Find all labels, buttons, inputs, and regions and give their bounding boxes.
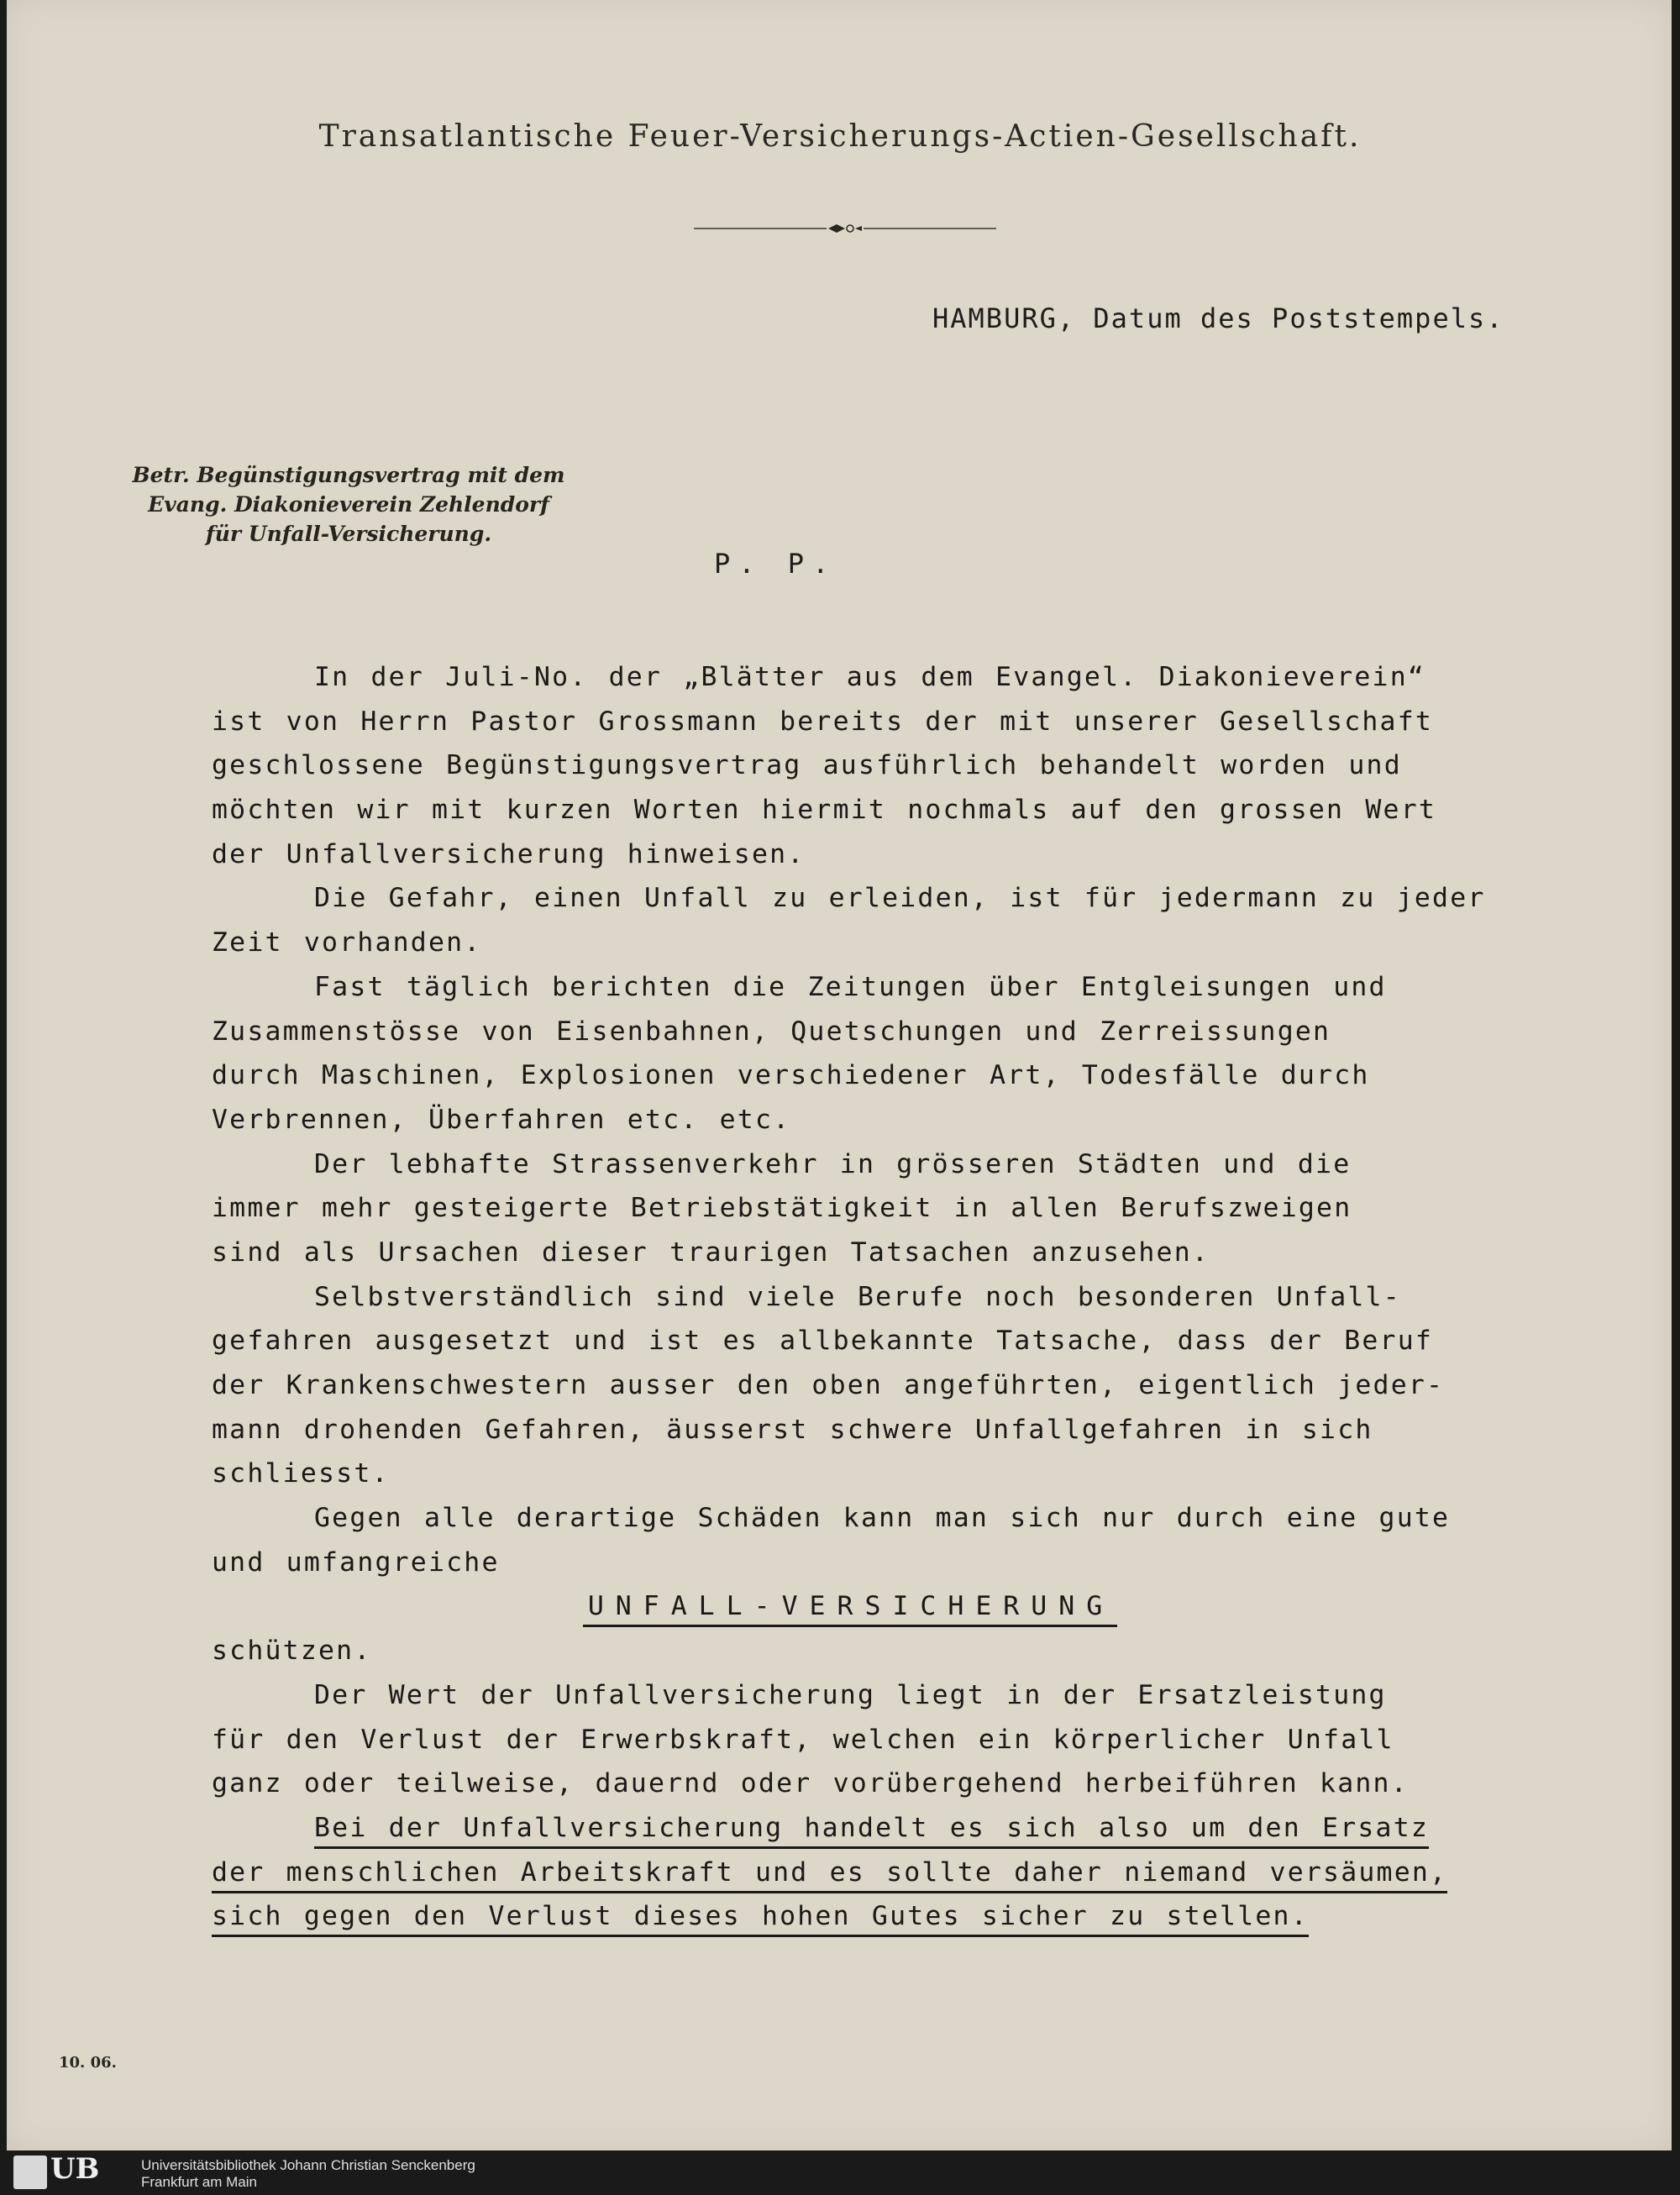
library-name-line: Universitätsbibliothek Johann Christian Senckenberg [141, 2157, 475, 2173]
body-line-text: Selbstverständlich sind viele Berufe noch besonderen Unfall- [314, 1281, 1401, 1312]
body-line-text: ist von Herrn Pastor Grossmann bereits der mit unserer Gesellschaft [212, 706, 1434, 737]
library-logo-text: UB [50, 2152, 100, 2186]
body-line-text: Fast täglich berichten die Zeitungen über Entgleisungen und [314, 971, 1387, 1002]
body-line [212, 788, 1488, 832]
letter-body [212, 655, 1488, 1939]
body-line-text: durch Maschinen, Explosionen verschiedener Art, Todesfälle durch [212, 1060, 1370, 1091]
body-line [212, 1806, 1488, 1851]
salutation: P. P. [714, 548, 837, 580]
body-line [212, 1408, 1488, 1452]
body-line-text: Verbrennen, Überfahren etc. etc. [212, 1104, 791, 1135]
body-line-text: schliesst. [212, 1458, 390, 1489]
form-code: 10. 06. [59, 2054, 117, 2072]
body-line-text: mann drohenden Gefahren, äusserst schwere Unfallgefahren in sich [212, 1414, 1373, 1445]
body-line [212, 655, 1488, 700]
body-line-text: sind als Ursachen dieser traurigen Tatsachen anzusehen. [212, 1237, 1210, 1268]
library-logo-icon [13, 2156, 47, 2189]
body-line [212, 700, 1488, 744]
body-line [212, 1319, 1488, 1363]
body-line-text: In der Juli-No. der „Blätter aus dem Evangel. Diakonieverein“ [314, 662, 1426, 692]
library-name [141, 2157, 475, 2191]
body-line-text: Die Gefahr, einen Unfall zu erleiden, ist für jedermann zu jeder [314, 883, 1486, 914]
subject-block [101, 460, 596, 549]
body-line-text: Zeit vorhanden. [212, 927, 482, 958]
body-line-text: UNFALL-VERSICHERUNG [583, 1591, 1117, 1627]
body-line [212, 876, 1488, 921]
body-line-text: Zusammenstösse von Eisenbahnen, Quetschungen und Zerreissungen [212, 1016, 1331, 1047]
body-line-text: und umfangreiche [212, 1546, 500, 1578]
body-line [212, 1053, 1488, 1098]
body-line [212, 1541, 1488, 1585]
body-line-text: schützen. [212, 1636, 372, 1667]
body-line [212, 1496, 1488, 1541]
body-line [212, 1762, 1488, 1806]
body-line-text: immer mehr gesteigerte Betriebstätigkeit in allen Berufszweigen [212, 1193, 1352, 1224]
body-line-text: gefahren ausgesetzt und ist es allbekannte Tatsache, dass der Beruf [212, 1326, 1434, 1357]
body-line-text: sich gegen den Verlust dieses hohen Gutes sicher zu stellen. [212, 1901, 1309, 1937]
body-line-text: der Krankenschwestern ausser den oben angeführten, eigentlich jeder- [212, 1370, 1445, 1400]
ornament-divider [694, 220, 996, 237]
body-line [212, 1275, 1488, 1320]
body-line-text: für den Verlust der Erwerbskraft, welchen ein körperlicher Unfall [212, 1724, 1394, 1755]
body-line-text: der Unfallversicherung hinweisen. [212, 838, 806, 869]
body-line [212, 1629, 1488, 1673]
body-line [212, 832, 1488, 877]
body-line [212, 965, 1488, 1010]
subject-line: für Unfall-Versicherung. [205, 522, 492, 546]
body-line [212, 1673, 1488, 1718]
library-name-line: Frankfurt am Main [141, 2174, 257, 2190]
dateline: HAMBURG, Datum des Poststempels. [932, 302, 1504, 334]
body-line [212, 921, 1488, 965]
body-line-text: Der lebhafte Strassenverkehr in grösseren Städten und die [314, 1148, 1352, 1179]
body-line [212, 1186, 1488, 1231]
letterhead-company: Transatlantische Feuer-Versicherungs-Actien-Gesellschaft. [318, 119, 1362, 154]
subject-line: Betr. Begünstigungsvertrag mit dem [132, 463, 565, 487]
body-line-text: Gegen alle derartige Schäden kann man sich nur durch eine gute [314, 1503, 1451, 1534]
body-line-text: der menschlichen Arbeitskraft und es sollte daher niemand versäumen, [212, 1857, 1447, 1893]
body-line [212, 743, 1488, 788]
body-line [212, 1098, 1488, 1142]
subject-line: Evang. Diakonieverein Zehlendorf [148, 492, 549, 517]
body-line [212, 1231, 1488, 1275]
body-line [212, 1452, 1488, 1496]
body-line-text: ganz oder teilweise, dauernd oder vorübergehend herbeiführen kann. [212, 1768, 1409, 1799]
body-line [212, 1142, 1488, 1187]
body-line [212, 1894, 1488, 1939]
body-line-text: möchten wir mit kurzen Worten hiermit nochmals auf den grossen Wert [212, 795, 1437, 826]
body-line [212, 1851, 1488, 1895]
body-line [212, 1010, 1488, 1054]
body-line [212, 1718, 1488, 1762]
body-line-text: Der Wert der Unfallversicherung liegt in der Ersatzleistung [314, 1679, 1387, 1710]
body-line-text: Bei der Unfallversicherung handelt es sich also um den Ersatz [314, 1813, 1429, 1849]
emphasis-heading [212, 1584, 1488, 1629]
body-line [212, 1363, 1488, 1408]
body-line-text: geschlossene Begünstigungsvertrag ausführlich behandelt worden und [212, 750, 1402, 781]
